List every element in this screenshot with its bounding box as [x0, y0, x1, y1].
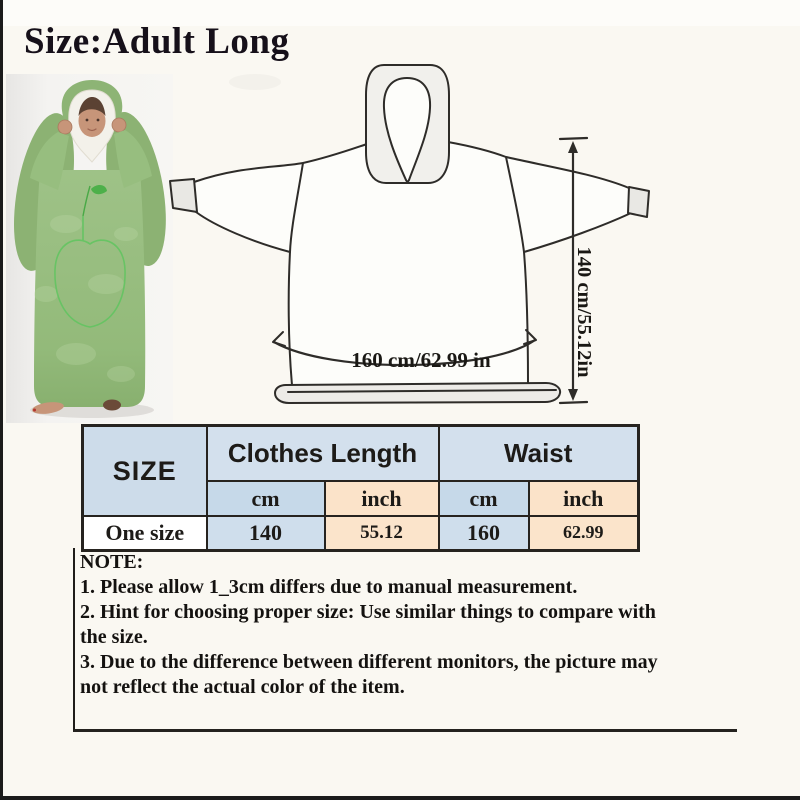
- clothes-length-inch-unit-cell: inch: [325, 481, 439, 516]
- size-table: [81, 424, 640, 552]
- length-bottom-tick: [560, 402, 587, 403]
- notes-heading: NOTE:: [80, 551, 144, 573]
- table-header-row-1: [83, 426, 639, 482]
- size-diagram-drawing: [163, 50, 663, 412]
- product-photo-illustration: [6, 74, 173, 423]
- hand-right: [112, 118, 126, 132]
- note-line-3-cont: not reflect the actual color of the item.: [80, 676, 405, 698]
- waist-cm-value: 160: [439, 516, 529, 550]
- notes-section: [73, 548, 737, 732]
- page-bottom-edge-line: [0, 796, 800, 800]
- left-cuff: [170, 179, 197, 212]
- waist-header-cell: Waist: [439, 426, 639, 482]
- clothes-length-header-cell: Clothes Length: [207, 426, 439, 482]
- length-dimension-label: 140 cm/55.12in: [573, 246, 595, 378]
- waist-arrow-left: [273, 332, 285, 346]
- note-line-3: 3. Due to the difference between different monitors, the picture may: [80, 651, 658, 673]
- size-header-cell: SIZE: [83, 426, 207, 517]
- size-diagram: [163, 50, 663, 412]
- note-line-2: 2. Hint for choosing proper size: Use similar things to compare with: [80, 601, 656, 623]
- length-top-tick: [560, 138, 587, 139]
- hem-band: [275, 383, 560, 403]
- clothes-length-cm-value: 140: [207, 516, 325, 550]
- note-line-1: 1. Please allow 1_3cm differs due to manual measurement.: [80, 576, 578, 598]
- length-arrow-down: [568, 389, 578, 401]
- waist-dimension-label: 160 cm/62.99 in: [351, 348, 491, 372]
- page-title: Size:Adult Long: [24, 21, 290, 62]
- note-line-2-cont: the size.: [80, 626, 148, 648]
- right-cuff: [628, 187, 649, 217]
- page-left-edge-line: [0, 0, 3, 800]
- waist-inch-unit-cell: inch: [529, 481, 639, 516]
- waist-inch-value: 62.99: [529, 516, 639, 550]
- clothes-length-cm-unit-cell: cm: [207, 481, 325, 516]
- product-photo: [6, 74, 173, 423]
- background-smudge: [229, 74, 281, 90]
- length-arrow-up: [568, 141, 578, 153]
- one-size-cell: One size: [83, 516, 207, 550]
- table-data-row: [83, 516, 639, 550]
- hand-left: [58, 120, 72, 134]
- clothes-length-inch-value: 55.12: [325, 516, 439, 550]
- foot-right: [103, 400, 121, 411]
- waist-cm-unit-cell: cm: [439, 481, 529, 516]
